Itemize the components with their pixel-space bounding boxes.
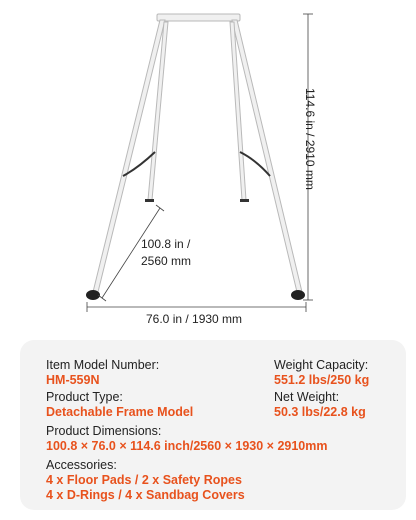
spec-accessories-label: Accessories: — [46, 458, 117, 472]
frame-back-legs — [148, 22, 246, 200]
spec-model — [46, 358, 159, 388]
back-foot-right — [240, 199, 249, 202]
spec-dimensions — [46, 424, 327, 454]
frame-front-legs — [93, 20, 302, 292]
depth-dimension-line2: 2560 mm — [141, 254, 192, 268]
back-foot-left — [145, 199, 154, 202]
spec-model-value: HM-559N — [46, 373, 100, 387]
spec-net-weight — [274, 390, 366, 420]
spec-net-weight-label: Net Weight: — [274, 390, 340, 404]
frame-top-bar — [157, 14, 240, 21]
spec-capacity-label: Weight Capacity: — [274, 358, 369, 372]
spec-type-label: Product Type: — [46, 390, 123, 404]
height-dimension-label: 114.6 in / 2910 mm — [303, 88, 317, 190]
spec-card — [20, 340, 406, 510]
spec-accessories — [46, 458, 245, 503]
width-dimension-label: 76.0 in / 1930 mm — [146, 312, 243, 326]
spec-type-value: Detachable Frame Model — [46, 405, 194, 419]
spec-model-label: Item Model Number: — [46, 358, 160, 372]
spec-dimensions-label: Product Dimensions: — [46, 424, 162, 438]
spec-accessories-value-1: 4 x Floor Pads / 2 x Safety Ropes — [46, 473, 242, 487]
depth-dimension-line1: 100.8 in / — [141, 237, 191, 251]
spec-capacity — [274, 358, 369, 388]
floor-pad-left — [86, 290, 100, 300]
spec-capacity-value: 551.2 lbs/250 kg — [274, 373, 370, 387]
spec-dimensions-value: 100.8 × 76.0 × 114.6 inch/2560 × 1930 × 2910mm — [46, 439, 328, 453]
spec-net-weight-value: 50.3 lbs/22.8 kg — [274, 405, 366, 419]
floor-pad-right — [291, 290, 305, 300]
spec-type — [46, 390, 193, 420]
depth-dimension-label — [141, 236, 191, 270]
spec-accessories-value-2: 4 x D-Rings / 4 x Sandbag Covers — [46, 488, 245, 502]
